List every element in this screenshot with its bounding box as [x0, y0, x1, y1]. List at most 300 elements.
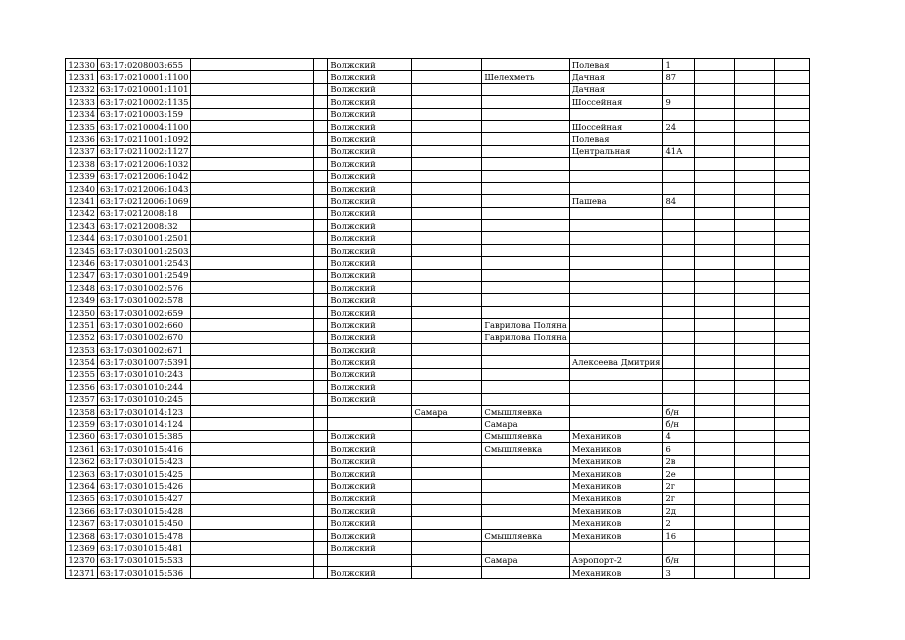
empty-cell — [695, 83, 735, 95]
city-cell — [412, 356, 482, 368]
city-cell — [412, 393, 482, 405]
district-cell: Волжский — [328, 220, 412, 232]
street-cell: Механиков — [569, 455, 663, 467]
empty-cell — [775, 443, 810, 455]
cadastral-number-cell: 63:17:0301015:533 — [98, 554, 191, 566]
row-number-cell: 12355 — [66, 368, 98, 380]
empty-cell — [695, 405, 735, 417]
empty-cell — [191, 269, 314, 281]
empty-cell — [314, 158, 328, 170]
empty-cell — [695, 71, 735, 83]
empty-cell — [191, 542, 314, 554]
cadastral-number-cell: 63:17:0301015:450 — [98, 517, 191, 529]
empty-cell — [314, 492, 328, 504]
row-number-cell: 12357 — [66, 393, 98, 405]
empty-cell — [735, 207, 775, 219]
cadastral-number-cell: 63:17:0301002:659 — [98, 306, 191, 318]
row-number-cell: 12369 — [66, 542, 98, 554]
empty-cell — [191, 120, 314, 132]
district-cell: Волжский — [328, 182, 412, 194]
empty-cell — [314, 455, 328, 467]
district-cell: Волжский — [328, 542, 412, 554]
empty-cell — [191, 220, 314, 232]
house-cell — [663, 220, 695, 232]
cadastral-number-cell: 63:17:0212006:1042 — [98, 170, 191, 182]
empty-cell — [314, 207, 328, 219]
empty-cell — [695, 368, 735, 380]
table-row — [66, 83, 810, 95]
empty-cell — [314, 480, 328, 492]
street-cell — [569, 108, 663, 120]
empty-cell — [191, 145, 314, 157]
cadastral-number-cell: 63:17:0301002:576 — [98, 282, 191, 294]
empty-cell — [735, 368, 775, 380]
empty-cell — [314, 306, 328, 318]
street-cell — [569, 220, 663, 232]
row-number-cell: 12339 — [66, 170, 98, 182]
row-number-cell: 12358 — [66, 405, 98, 417]
city-cell — [412, 158, 482, 170]
empty-cell — [775, 133, 810, 145]
empty-cell — [191, 381, 314, 393]
district-cell: Волжский — [328, 306, 412, 318]
empty-cell — [775, 418, 810, 430]
empty-cell — [735, 467, 775, 479]
empty-cell — [695, 418, 735, 430]
district-cell: Волжский — [328, 282, 412, 294]
city-cell — [412, 182, 482, 194]
house-cell — [663, 368, 695, 380]
empty-cell — [695, 108, 735, 120]
empty-cell — [314, 220, 328, 232]
row-number-cell: 12364 — [66, 480, 98, 492]
house-cell: б/н — [663, 554, 695, 566]
table-row — [66, 282, 810, 294]
street-cell — [569, 405, 663, 417]
district-cell: Волжский — [328, 443, 412, 455]
locality-cell — [482, 306, 569, 318]
empty-cell — [191, 96, 314, 108]
empty-cell — [695, 455, 735, 467]
row-number-cell: 12354 — [66, 356, 98, 368]
district-cell: Волжский — [328, 83, 412, 95]
cadastral-number-cell: 63:17:0212008:32 — [98, 220, 191, 232]
empty-cell — [735, 158, 775, 170]
empty-cell — [735, 381, 775, 393]
house-cell — [663, 108, 695, 120]
house-cell: 2г — [663, 492, 695, 504]
empty-cell — [191, 331, 314, 343]
locality-cell — [482, 455, 569, 467]
district-cell: Волжский — [328, 269, 412, 281]
city-cell — [412, 282, 482, 294]
district-cell: Волжский — [328, 393, 412, 405]
table-row — [66, 145, 810, 157]
cadastral-number-cell: 63:17:0301014:124 — [98, 418, 191, 430]
cadastral-number-cell: 63:17:0301001:2501 — [98, 232, 191, 244]
city-cell — [412, 517, 482, 529]
locality-cell — [482, 145, 569, 157]
city-cell — [412, 133, 482, 145]
table-row — [66, 108, 810, 120]
empty-cell — [735, 220, 775, 232]
locality-cell — [482, 542, 569, 554]
empty-cell — [695, 542, 735, 554]
house-cell: 9 — [663, 96, 695, 108]
row-number-cell: 12340 — [66, 182, 98, 194]
locality-cell — [482, 505, 569, 517]
street-cell: Механиков — [569, 480, 663, 492]
table-row — [66, 418, 810, 430]
empty-cell — [695, 567, 735, 579]
empty-cell — [314, 405, 328, 417]
cadastral-number-cell: 63:17:0301001:2503 — [98, 244, 191, 256]
table-row — [66, 381, 810, 393]
city-cell — [412, 542, 482, 554]
row-number-cell: 12361 — [66, 443, 98, 455]
street-cell — [569, 368, 663, 380]
empty-cell — [695, 145, 735, 157]
locality-cell — [482, 356, 569, 368]
street-cell — [569, 331, 663, 343]
district-cell: Волжский — [328, 170, 412, 182]
cadastral-number-cell: 63:17:0211001:1092 — [98, 133, 191, 145]
house-cell: 2 — [663, 517, 695, 529]
street-cell — [569, 294, 663, 306]
cadastral-number-cell: 63:17:0212006:1032 — [98, 158, 191, 170]
city-cell — [412, 306, 482, 318]
house-cell: б/н — [663, 418, 695, 430]
street-cell — [569, 282, 663, 294]
house-cell: б/н — [663, 405, 695, 417]
empty-cell — [695, 59, 735, 71]
cadastral-number-cell: 63:17:0301015:481 — [98, 542, 191, 554]
district-cell: Волжский — [328, 356, 412, 368]
street-cell: Механиков — [569, 567, 663, 579]
city-cell — [412, 554, 482, 566]
street-cell: Механиков — [569, 430, 663, 442]
street-cell — [569, 170, 663, 182]
cadastral-number-cell: 63:17:0210001:1101 — [98, 83, 191, 95]
empty-cell — [314, 232, 328, 244]
records-table — [65, 58, 810, 579]
empty-cell — [314, 567, 328, 579]
cadastral-number-cell: 63:17:0301015:425 — [98, 467, 191, 479]
empty-cell — [314, 467, 328, 479]
table-row — [66, 59, 810, 71]
empty-cell — [775, 492, 810, 504]
empty-cell — [695, 381, 735, 393]
locality-cell — [482, 120, 569, 132]
cadastral-number-cell: 63:17:0301002:670 — [98, 331, 191, 343]
table-row — [66, 542, 810, 554]
house-cell — [663, 356, 695, 368]
empty-cell — [191, 567, 314, 579]
empty-cell — [314, 393, 328, 405]
city-cell — [412, 145, 482, 157]
street-cell — [569, 343, 663, 355]
empty-cell — [695, 393, 735, 405]
empty-cell — [695, 492, 735, 504]
empty-cell — [695, 554, 735, 566]
street-cell — [569, 244, 663, 256]
empty-cell — [191, 182, 314, 194]
empty-cell — [735, 455, 775, 467]
table-row — [66, 443, 810, 455]
empty-cell — [314, 294, 328, 306]
empty-cell — [314, 145, 328, 157]
city-cell — [412, 455, 482, 467]
empty-cell — [775, 207, 810, 219]
empty-cell — [314, 319, 328, 331]
row-number-cell: 12346 — [66, 257, 98, 269]
empty-cell — [191, 306, 314, 318]
empty-cell — [191, 393, 314, 405]
empty-cell — [735, 282, 775, 294]
empty-cell — [695, 257, 735, 269]
house-cell — [663, 282, 695, 294]
table-row — [66, 480, 810, 492]
empty-cell — [695, 343, 735, 355]
house-cell: 16 — [663, 529, 695, 541]
house-cell — [663, 319, 695, 331]
table-row — [66, 207, 810, 219]
empty-cell — [775, 59, 810, 71]
empty-cell — [191, 430, 314, 442]
locality-cell: Шелехметь — [482, 71, 569, 83]
house-cell: 41А — [663, 145, 695, 157]
locality-cell — [482, 567, 569, 579]
empty-cell — [735, 59, 775, 71]
house-cell — [663, 269, 695, 281]
locality-cell — [482, 257, 569, 269]
empty-cell — [695, 443, 735, 455]
street-cell — [569, 269, 663, 281]
cadastral-number-cell: 63:17:0301015:536 — [98, 567, 191, 579]
empty-cell — [191, 467, 314, 479]
locality-cell — [482, 195, 569, 207]
table-row — [66, 120, 810, 132]
empty-cell — [695, 480, 735, 492]
empty-cell — [314, 96, 328, 108]
empty-cell — [191, 418, 314, 430]
cadastral-number-cell: 63:17:0210003:159 — [98, 108, 191, 120]
locality-cell — [482, 108, 569, 120]
empty-cell — [314, 368, 328, 380]
table-row — [66, 430, 810, 442]
empty-cell — [695, 306, 735, 318]
city-cell — [412, 331, 482, 343]
spreadsheet-page — [65, 58, 810, 579]
city-cell — [412, 467, 482, 479]
row-number-cell: 12338 — [66, 158, 98, 170]
table-row — [66, 368, 810, 380]
city-cell — [412, 381, 482, 393]
table-row — [66, 182, 810, 194]
empty-cell — [191, 480, 314, 492]
house-cell: 4 — [663, 430, 695, 442]
empty-cell — [735, 195, 775, 207]
row-number-cell: 12330 — [66, 59, 98, 71]
house-cell — [663, 232, 695, 244]
cadastral-number-cell: 63:17:0301010:245 — [98, 393, 191, 405]
empty-cell — [775, 182, 810, 194]
empty-cell — [191, 517, 314, 529]
city-cell — [412, 418, 482, 430]
district-cell: Волжский — [328, 96, 412, 108]
cadastral-number-cell: 63:17:0301007:5391 — [98, 356, 191, 368]
table-row — [66, 257, 810, 269]
row-number-cell: 12337 — [66, 145, 98, 157]
empty-cell — [695, 294, 735, 306]
house-cell: 2е — [663, 467, 695, 479]
empty-cell — [775, 393, 810, 405]
house-cell — [663, 244, 695, 256]
table-row — [66, 529, 810, 541]
locality-cell — [482, 170, 569, 182]
row-number-cell: 12370 — [66, 554, 98, 566]
empty-cell — [735, 96, 775, 108]
empty-cell — [775, 294, 810, 306]
city-cell — [412, 443, 482, 455]
locality-cell — [482, 381, 569, 393]
row-number-cell: 12345 — [66, 244, 98, 256]
cadastral-number-cell: 63:17:0212008:18 — [98, 207, 191, 219]
city-cell — [412, 120, 482, 132]
locality-cell: Гаврилова Поляна — [482, 331, 569, 343]
empty-cell — [775, 170, 810, 182]
street-cell — [569, 542, 663, 554]
row-number-cell: 12348 — [66, 282, 98, 294]
street-cell: Центральная — [569, 145, 663, 157]
empty-cell — [775, 517, 810, 529]
locality-cell: Смышляевка — [482, 405, 569, 417]
cadastral-number-cell: 63:17:0301015:416 — [98, 443, 191, 455]
district-cell: Волжский — [328, 207, 412, 219]
empty-cell — [775, 356, 810, 368]
table-row — [66, 554, 810, 566]
cadastral-number-cell: 63:17:0212006:1043 — [98, 182, 191, 194]
empty-cell — [735, 517, 775, 529]
empty-cell — [695, 120, 735, 132]
district-cell: Волжский — [328, 430, 412, 442]
house-cell: 2г — [663, 480, 695, 492]
empty-cell — [191, 294, 314, 306]
city-cell — [412, 343, 482, 355]
empty-cell — [191, 319, 314, 331]
locality-cell — [482, 96, 569, 108]
city-cell — [412, 170, 482, 182]
empty-cell — [191, 356, 314, 368]
empty-cell — [695, 182, 735, 194]
empty-cell — [775, 343, 810, 355]
city-cell — [412, 83, 482, 95]
empty-cell — [775, 83, 810, 95]
street-cell — [569, 306, 663, 318]
house-cell — [663, 542, 695, 554]
city-cell — [412, 207, 482, 219]
empty-cell — [191, 405, 314, 417]
empty-cell — [314, 443, 328, 455]
district-cell: Волжский — [328, 492, 412, 504]
district-cell: Волжский — [328, 529, 412, 541]
table-row — [66, 269, 810, 281]
empty-cell — [191, 505, 314, 517]
table-row — [66, 232, 810, 244]
house-cell — [663, 170, 695, 182]
empty-cell — [735, 232, 775, 244]
table-row — [66, 492, 810, 504]
empty-cell — [314, 331, 328, 343]
empty-cell — [775, 96, 810, 108]
street-cell: Дачная — [569, 83, 663, 95]
house-cell: 84 — [663, 195, 695, 207]
row-number-cell: 12344 — [66, 232, 98, 244]
empty-cell — [695, 331, 735, 343]
district-cell: Волжский — [328, 467, 412, 479]
empty-cell — [191, 170, 314, 182]
table-body — [66, 59, 810, 579]
empty-cell — [735, 170, 775, 182]
district-cell: Волжский — [328, 381, 412, 393]
empty-cell — [775, 319, 810, 331]
locality-cell — [482, 83, 569, 95]
empty-cell — [191, 108, 314, 120]
locality-cell — [482, 232, 569, 244]
city-cell — [412, 430, 482, 442]
district-cell: Волжский — [328, 158, 412, 170]
empty-cell — [735, 244, 775, 256]
house-cell: 6 — [663, 443, 695, 455]
locality-cell — [482, 182, 569, 194]
district-cell: Волжский — [328, 455, 412, 467]
table-row — [66, 405, 810, 417]
district-cell: Волжский — [328, 59, 412, 71]
city-cell — [412, 368, 482, 380]
empty-cell — [314, 59, 328, 71]
table-row — [66, 505, 810, 517]
street-cell: Механиков — [569, 517, 663, 529]
empty-cell — [775, 529, 810, 541]
row-number-cell: 12349 — [66, 294, 98, 306]
empty-cell — [314, 418, 328, 430]
district-cell: Волжский — [328, 195, 412, 207]
street-cell — [569, 232, 663, 244]
empty-cell — [695, 96, 735, 108]
cadastral-number-cell: 63:17:0301015:427 — [98, 492, 191, 504]
city-cell — [412, 71, 482, 83]
empty-cell — [695, 356, 735, 368]
empty-cell — [775, 244, 810, 256]
locality-cell — [482, 269, 569, 281]
row-number-cell: 12334 — [66, 108, 98, 120]
empty-cell — [735, 356, 775, 368]
city-cell — [412, 59, 482, 71]
district-cell: Волжский — [328, 108, 412, 120]
table-row — [66, 71, 810, 83]
empty-cell — [775, 257, 810, 269]
empty-cell — [191, 368, 314, 380]
empty-cell — [775, 480, 810, 492]
empty-cell — [735, 306, 775, 318]
empty-cell — [695, 170, 735, 182]
empty-cell — [735, 480, 775, 492]
city-cell — [412, 108, 482, 120]
house-cell — [663, 331, 695, 343]
empty-cell — [775, 195, 810, 207]
empty-cell — [735, 529, 775, 541]
cadastral-number-cell: 63:17:0210001:1100 — [98, 71, 191, 83]
